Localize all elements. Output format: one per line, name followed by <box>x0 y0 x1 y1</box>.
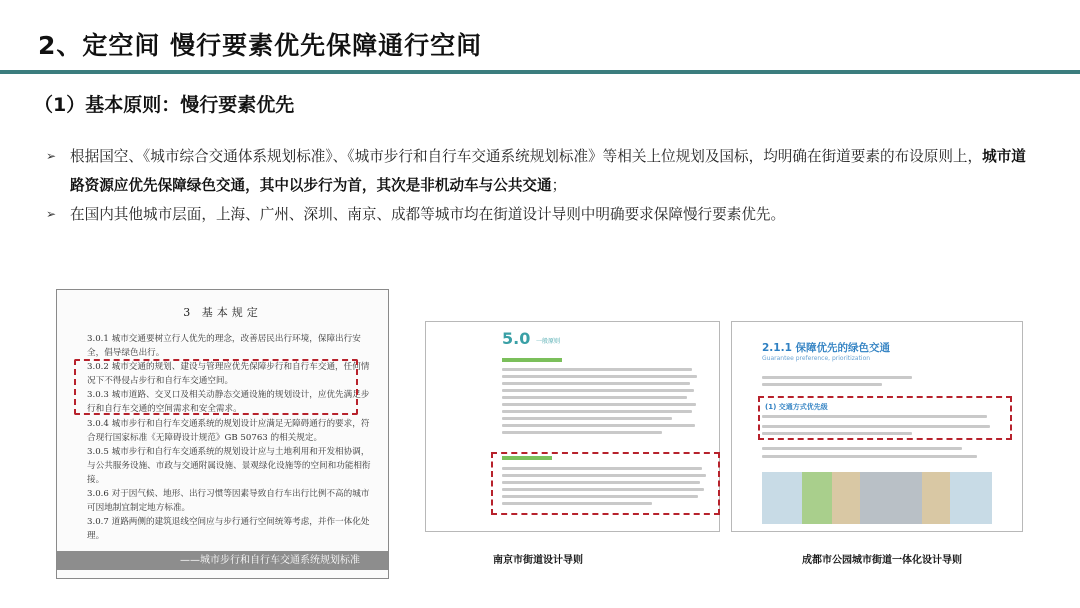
section-bikelane <box>832 472 860 524</box>
chengdu-section-subtitle: Guarantee preference, prioritization <box>762 355 871 362</box>
chengdu-section-title: 2.1.1 保障优先的绿色交通 <box>762 342 891 354</box>
nanjing-subheading-bar <box>502 358 562 362</box>
standard-clause: 3.0.2 城市交通的规划、建设与管理应优先保障步行和自行车交通，任何情况下不得侵占步行和自行车交通空间。 <box>87 362 370 387</box>
bullet-text-end: ； <box>551 177 567 194</box>
highlight-dashed-box <box>491 452 720 515</box>
text-line <box>762 447 962 450</box>
section-subtitle: （1）基本原则：慢行要素优先 <box>34 94 295 116</box>
highlight-dashed-box <box>74 359 358 415</box>
text-line <box>502 375 697 378</box>
bullet-list <box>46 142 1036 229</box>
bullet-text: 在国内其他城市层面，上海、广州、深圳、南京、成都等城市均在街道设计导则中明确要求保障慢行要素优先。 <box>70 206 786 223</box>
text-line <box>502 368 692 371</box>
slide-title: 2、定空间 慢行要素优先保障通行空间 <box>38 31 483 60</box>
bullet-item <box>46 200 1036 229</box>
standard-clause: 3.0.6 对于因气候、地形、出行习惯等因素导致自行车出行比例不高的城市可因地制宜制定地方标准。 <box>87 489 370 514</box>
bullet-emphasis: 城市道路资源应优先保障绿色交通，其中以步行为首，其次是非机动车与公共交通 <box>70 148 1026 194</box>
highlight-dashed-box <box>758 396 1012 440</box>
text-line <box>502 382 690 385</box>
standard-clause: 3.0.1 城市交通要树立行人优先的理念，改善居民出行环境，保障出行安全，倡导绿色出行。 <box>87 334 361 359</box>
text-line <box>502 396 687 399</box>
text-line <box>762 383 882 386</box>
standard-caption: ——城市步行和自行车交通系统规划标准 <box>57 551 389 570</box>
section-roadway <box>860 472 922 524</box>
title-divider <box>0 70 1080 74</box>
section-bikelane <box>922 472 950 524</box>
text-line <box>762 455 977 458</box>
text-line <box>502 431 662 434</box>
arrow-bullet-icon: ➢ <box>46 149 57 163</box>
bullet-item <box>46 142 1036 200</box>
bullet-text: 根据国空、《城市综合交通体系规划标准》、《城市步行和自行车交通系统规划标准》等相关上位规划及国标，均明确在街道要素的布设原则上， <box>70 148 983 165</box>
text-line <box>502 403 696 406</box>
text-line <box>502 410 692 413</box>
text-line <box>502 424 695 427</box>
standard-clause: 3.0.5 城市步行和自行车交通系统的规划设计应与土地利用和开发相协调，与公共服务设施、市政与交通附属设施、景观绿化设施等的空间和功能相衔接。 <box>87 446 371 485</box>
standard-clause: 3.0.3 城市道路、交叉口及相关动静态交通设施的规划设计，应优先满足步行和自行车交通的空间需求和安全需求。 <box>87 390 370 415</box>
chengdu-priority-label: (1) 交通方式优先级 <box>765 403 828 411</box>
chengdu-caption: 成都市公园城市街道一体化设计导则 <box>802 555 962 566</box>
arrow-bullet-icon: ➢ <box>46 207 57 221</box>
nanjing-caption: 南京市街道设计导则 <box>493 555 583 566</box>
text-line <box>502 389 694 392</box>
section-sidewalk <box>950 472 992 524</box>
section-sidewalk <box>762 472 802 524</box>
section-greenbelt <box>802 472 832 524</box>
text-line <box>502 417 672 420</box>
text-line <box>762 376 912 379</box>
standard-clause: 3.0.7 道路两侧的建筑退线空间应与步行通行空间统筹考虑，并作一体化处理。 <box>87 517 370 542</box>
standard-clause: 3.0.4 城市步行和自行车交通系统的规划设计应满足无障碍通行的要求，符合现行国家标准《无障碍设计规范》GB 50763 的相关规定。 <box>87 418 370 443</box>
nanjing-section-number: 5.0 <box>502 329 531 348</box>
street-section-illustration <box>762 472 992 524</box>
nanjing-section-tag: 一般原则 <box>536 338 561 345</box>
standard-heading: 3 基本规定 <box>183 306 262 319</box>
standard-excerpt-image <box>56 289 389 579</box>
